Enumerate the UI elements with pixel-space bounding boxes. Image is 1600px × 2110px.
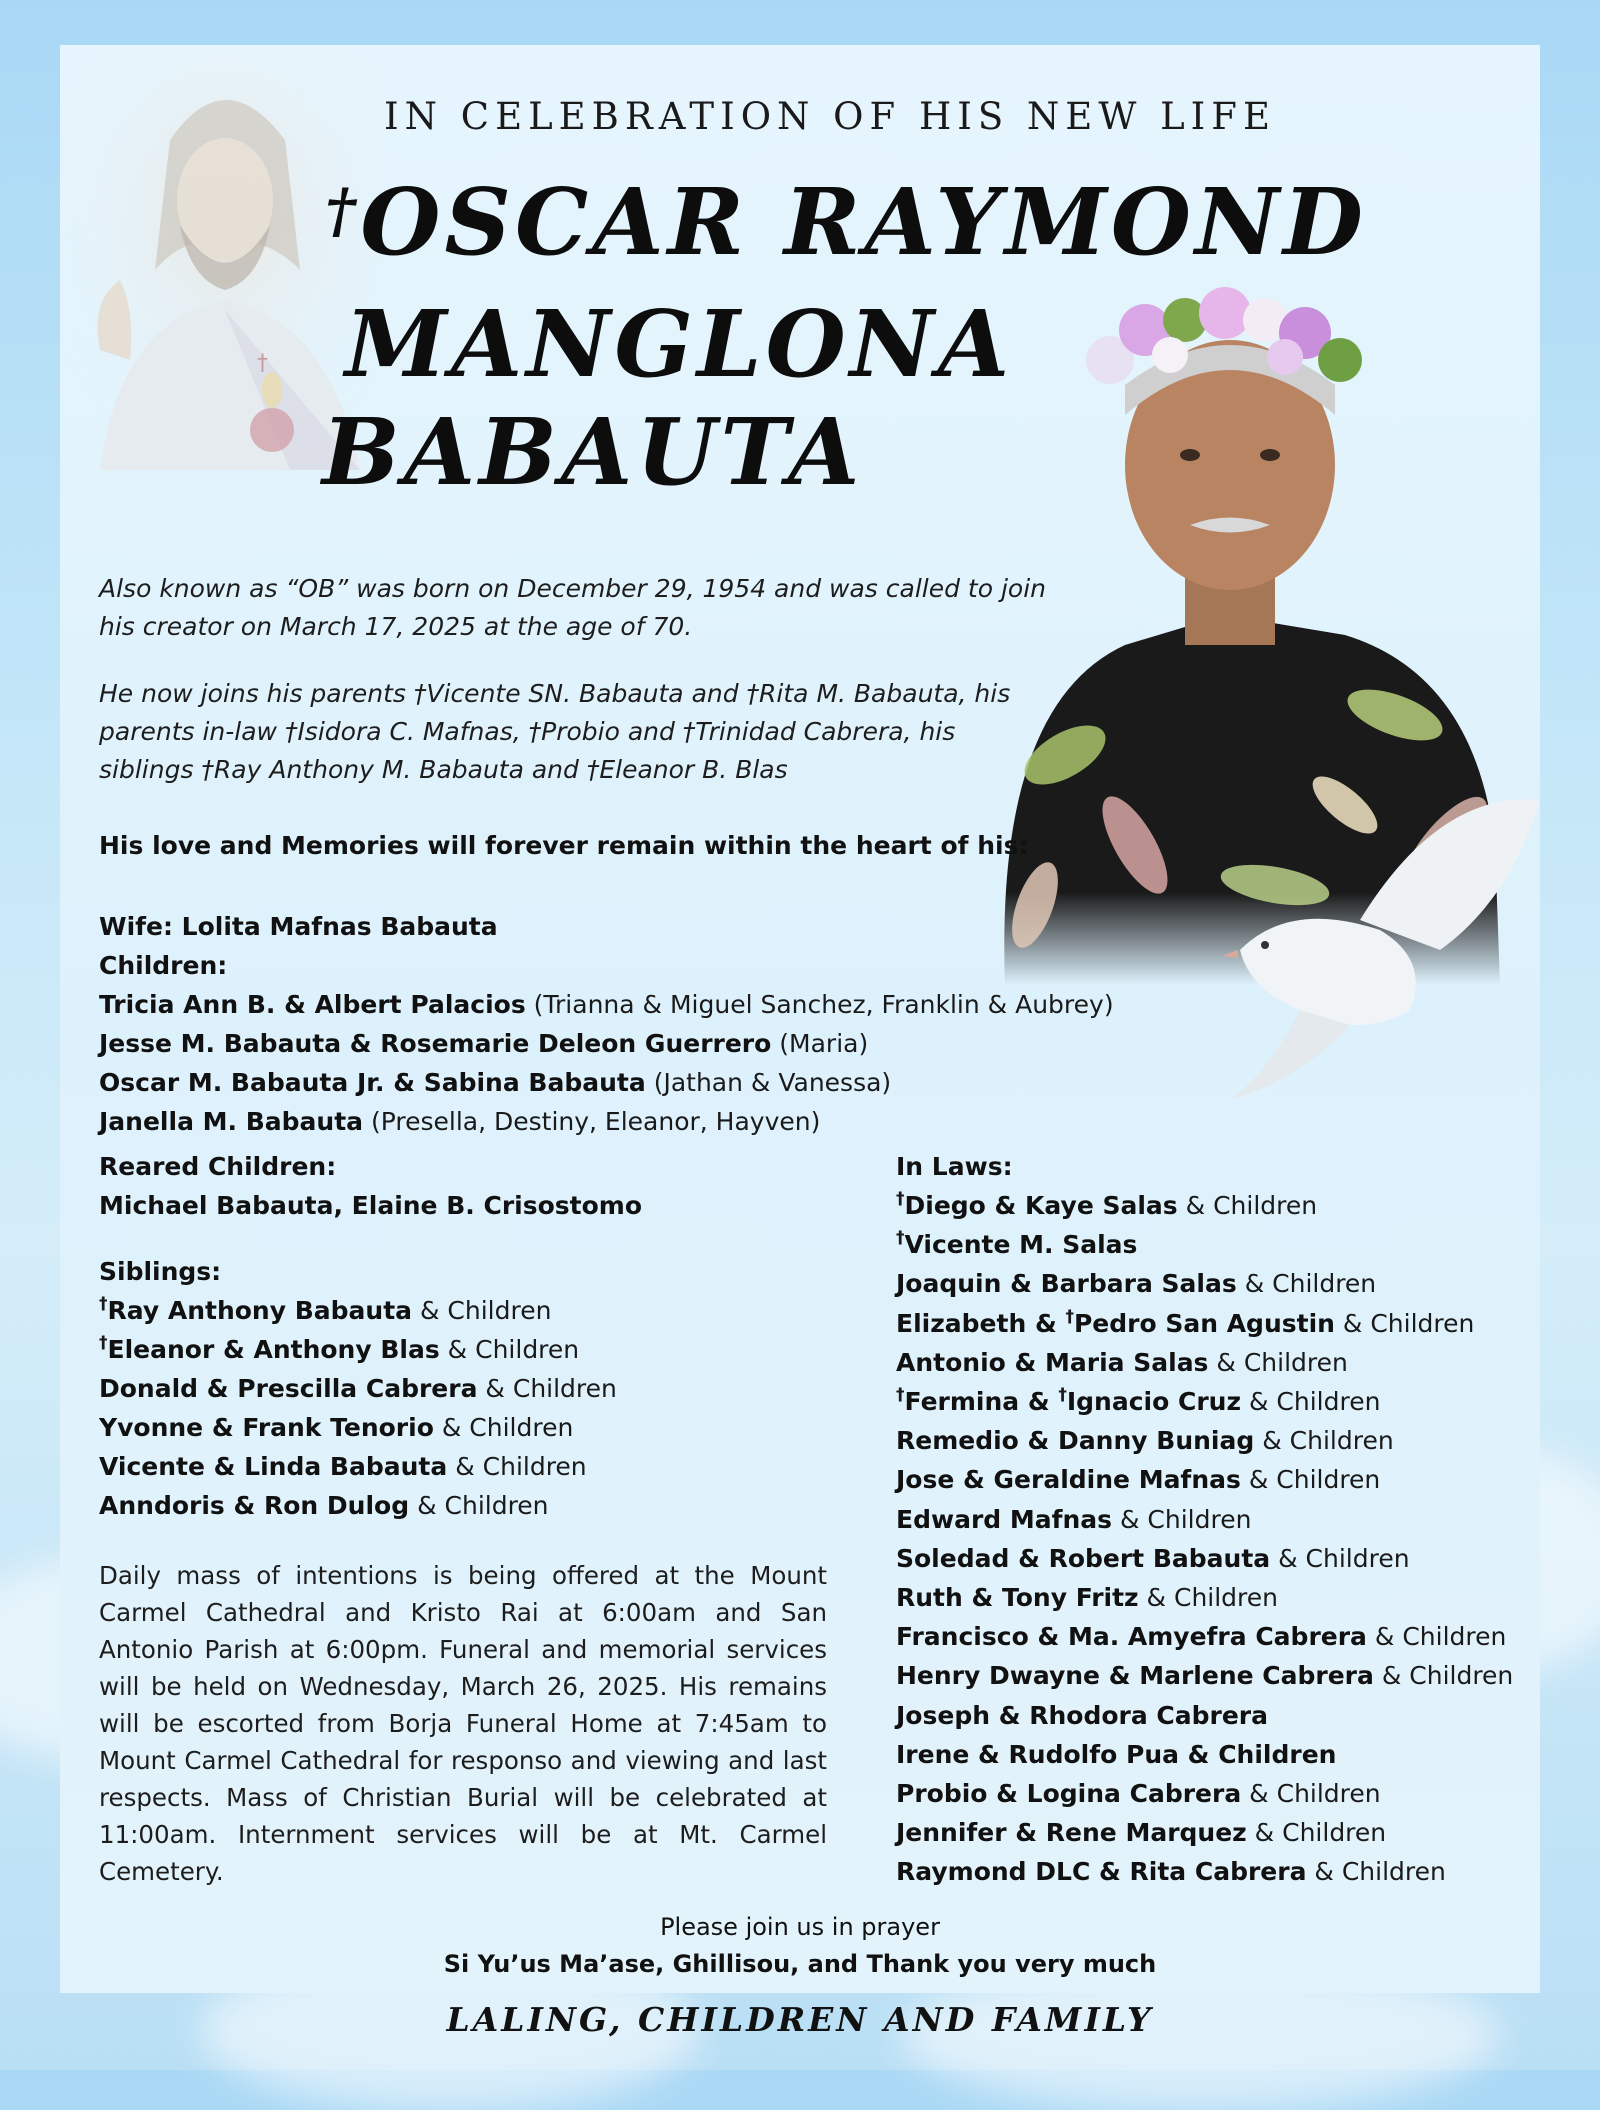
child-name: Tricia Ann B. & Albert Palacios xyxy=(99,990,526,1019)
sibling-row xyxy=(99,1413,573,1442)
dagger: † xyxy=(896,1189,905,1209)
svg-text:†: † xyxy=(257,351,268,376)
inlaw-row xyxy=(896,1544,1410,1573)
inlaw-name: Joseph & Rhodora Cabrera xyxy=(896,1700,1269,1730)
sibling-row xyxy=(99,1374,617,1403)
inlaw-row xyxy=(896,1465,1380,1494)
sibling-row xyxy=(99,1335,579,1364)
inlaw-family: & Children xyxy=(1112,1504,1252,1534)
inlaw-name: Jennifer & Rene Marquez xyxy=(896,1818,1247,1848)
inlaw-family: & Children xyxy=(1254,1426,1394,1456)
inlaw-family: & Children xyxy=(1366,1622,1507,1652)
inlaw-row xyxy=(896,1505,1251,1534)
intro-paragraph-1: Also known as “OB” was born on December 29, 1954 and was called to join his creator on March 17, 2025 at the age of 70. xyxy=(99,574,1047,641)
sibling-name: Donald & Prescilla Cabrera xyxy=(99,1374,478,1403)
inlaw-family: & Children xyxy=(1306,1857,1446,1887)
sibling-family: & Children xyxy=(409,1491,549,1520)
sibling-family: & Children xyxy=(447,1452,587,1481)
inlaw-row xyxy=(896,1348,1348,1377)
inlaw-family: & Children xyxy=(1241,1387,1381,1416)
inlaw-name: Raymond DLC & Rita Cabrera xyxy=(896,1857,1307,1887)
name-line-3: BABAUTA xyxy=(322,398,864,506)
inlaw-family: & Children xyxy=(1373,1661,1514,1691)
inlaw-row xyxy=(896,1701,1268,1730)
prayer-line: Please join us in prayer xyxy=(660,1913,940,1941)
inlaw-name: Antonio & Maria Salas xyxy=(896,1347,1209,1377)
inlaw-row xyxy=(896,1818,1386,1847)
inlaw-row xyxy=(896,1583,1278,1612)
inlaw-name: Edward Mafnas xyxy=(896,1504,1113,1534)
mass-services-paragraph: Daily mass of intentions is being offered at the Mount Carmel Cathedral and Kristo Rai at 6:00am and San Antonio Parish at 6:00pm. Funeral and memorial services will be held on Wednesday, March 26, 2025. His remains will be escorted from Borja Funeral Home at 7:45am to Mount Carmel Cathedral for responso and viewing and last respects. Mass of Christian Burial will be celebrated at 11:00am. Internment services will be at Mt. Carmel Cemetery. xyxy=(99,1561,827,1886)
inlaw-name: Henry Dwayne & Marlene Cabrera xyxy=(896,1661,1374,1691)
sibling-family: & Children xyxy=(412,1296,552,1325)
inlaw-name-second: Pedro San Agustin xyxy=(1073,1308,1335,1338)
sibling-family: & Children xyxy=(439,1335,580,1364)
sibling-row xyxy=(99,1296,551,1325)
sibling-family: & Children xyxy=(433,1413,574,1442)
inlaw-family: & Children xyxy=(1246,1818,1387,1848)
wife-line: Wife: Lolita Mafnas Babauta xyxy=(99,912,498,941)
dove-image xyxy=(1210,780,1550,1110)
child-family: (Jathan & Vanessa) xyxy=(645,1068,892,1097)
inlaw-name: Elizabeth & xyxy=(896,1308,1066,1338)
sibling-name: Ray Anthony Babauta xyxy=(107,1296,413,1325)
inlaws-label: In Laws: xyxy=(896,1152,1013,1181)
inlaw-row xyxy=(896,1387,1380,1416)
inlaw-row xyxy=(896,1269,1376,1298)
inlaw-row xyxy=(896,1306,1475,1338)
inlaw-family: & Children xyxy=(1236,1269,1377,1299)
child-family: (Presella, Destiny, Eleanor, Hayven) xyxy=(363,1107,821,1136)
inlaw-family: & Children xyxy=(1241,1779,1381,1808)
inlaw-row xyxy=(896,1230,1137,1259)
inlaw-name: Remedio & Danny Buniag xyxy=(896,1426,1255,1456)
name-line-2: MANGLONA xyxy=(345,290,1014,398)
inlaw-name: Probio & Logina Cabrera xyxy=(896,1779,1242,1808)
inlaw-name: Fermina & xyxy=(904,1387,1059,1416)
child-name: Janella M. Babauta xyxy=(99,1107,364,1136)
siblings-label: Siblings: xyxy=(99,1257,222,1286)
inlaw-family: & Children xyxy=(1138,1583,1278,1612)
dagger: † xyxy=(896,1385,905,1405)
name-line-1 xyxy=(325,168,1367,276)
sibling-family: & Children xyxy=(477,1374,617,1403)
child-family: (Maria) xyxy=(771,1029,869,1058)
inlaw-family: & Children xyxy=(1208,1347,1348,1377)
reared-children: Michael Babauta, Elaine B. Crisostomo xyxy=(99,1191,643,1220)
child-row xyxy=(99,1107,820,1136)
child-row xyxy=(99,1068,891,1097)
inlaw-row xyxy=(896,1622,1506,1651)
inlaw-row xyxy=(896,1191,1317,1220)
inlaw-name: Ruth & Tony Fritz xyxy=(896,1583,1139,1612)
inlaw-family: & Children xyxy=(1270,1543,1410,1573)
inlaw-name: Irene & Rudolfo Pua & Children xyxy=(896,1739,1337,1769)
inlaw-name: Diego & Kaye Salas xyxy=(904,1191,1178,1220)
child-name: Jesse M. Babauta & Rosemarie Deleon Guerrero xyxy=(99,1029,772,1058)
reared-label: Reared Children: xyxy=(99,1152,337,1181)
inlaw-family: & Children xyxy=(1240,1465,1381,1495)
intro-paragraph-2: He now joins his parents †Vicente SN. Babauta and †Rita M. Babauta, his parents in-law †Isidora C. Mafnas, †Probio and †Trinidad Cabrera, his siblings †Ray Anthony M. Babauta and †Eleanor B. Blas xyxy=(99,679,1011,784)
dagger: † xyxy=(1058,1385,1067,1405)
sibling-name: Eleanor & Anthony Blas xyxy=(107,1335,440,1364)
child-name: Oscar M. Babauta Jr. & Sabina Babauta xyxy=(99,1068,646,1097)
child-family: (Trianna & Miguel Sanchez, Franklin & Aubrey) xyxy=(525,990,1114,1019)
name-first: OSCAR RAYMOND xyxy=(360,168,1367,276)
inlaw-row xyxy=(896,1740,1336,1769)
sibling-name: Anndoris & Ron Dulog xyxy=(99,1491,410,1520)
inlaw-row xyxy=(896,1779,1381,1808)
dagger: † xyxy=(1065,1306,1074,1327)
love-line: His love and Memories will forever remain within the heart of his: xyxy=(99,831,1029,860)
dagger: † xyxy=(896,1228,905,1249)
inlaw-name: Jose & Geraldine Mafnas xyxy=(896,1465,1241,1495)
sibling-row xyxy=(99,1491,549,1520)
dagger: † xyxy=(99,1333,108,1353)
inlaw-family: & Children xyxy=(1334,1308,1475,1338)
sibling-name: Vicente & Linda Babauta xyxy=(99,1452,448,1481)
child-row xyxy=(99,1029,868,1058)
family-signature: LALING, CHILDREN AND FAMILY xyxy=(446,2000,1154,2039)
inlaw-row xyxy=(896,1426,1394,1455)
sibling-row xyxy=(99,1452,587,1481)
heading: IN CELEBRATION OF HIS NEW LIFE xyxy=(384,95,1276,138)
inlaw-name: Soledad & Robert Babauta xyxy=(896,1543,1271,1573)
inlaw-name: Francisco & Ma. Amyefra Cabrera xyxy=(896,1622,1367,1652)
thanks-line: Si Yu’us Ma’ase, Ghillisou, and Thank you very much xyxy=(443,1950,1157,1978)
children-label: Children: xyxy=(99,951,228,980)
inlaw-row xyxy=(896,1661,1513,1690)
child-row xyxy=(99,990,1114,1019)
inlaw-name: Vicente M. Salas xyxy=(904,1230,1138,1260)
dagger: † xyxy=(99,1294,108,1314)
inlaw-name-second: Ignacio Cruz xyxy=(1066,1387,1242,1416)
sibling-name: Yvonne & Frank Tenorio xyxy=(99,1413,434,1442)
inlaw-family: & Children xyxy=(1177,1191,1318,1220)
dagger: † xyxy=(325,176,361,246)
inlaw-row xyxy=(896,1857,1446,1886)
inlaw-name: Joaquin & Barbara Salas xyxy=(896,1269,1237,1299)
